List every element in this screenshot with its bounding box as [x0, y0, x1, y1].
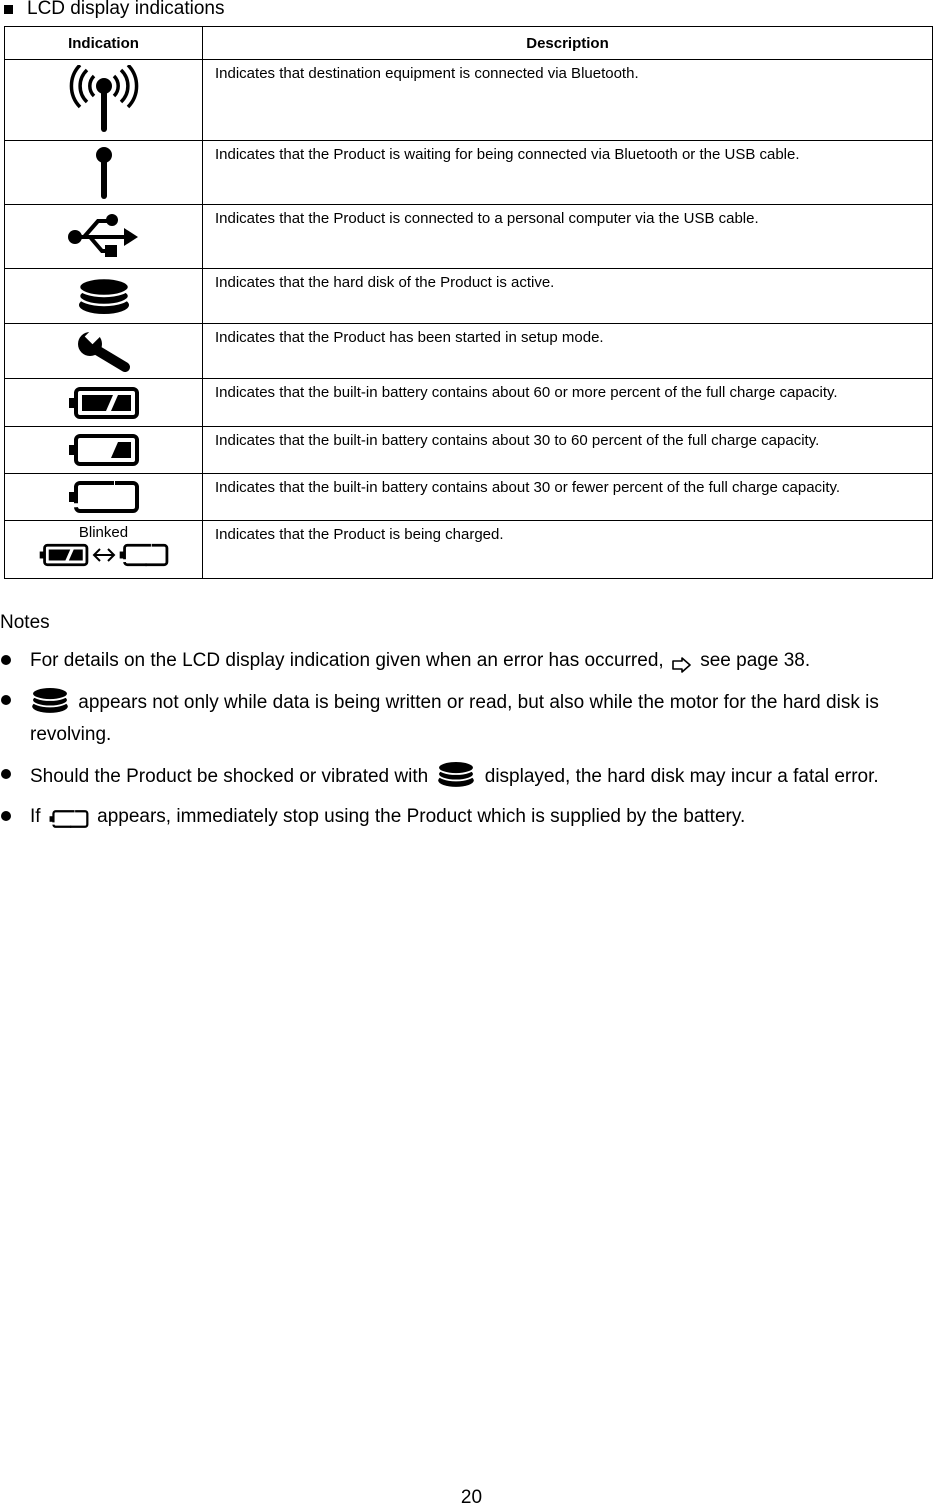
hard-disk-icon: [76, 275, 132, 317]
table-row: [5, 521, 933, 579]
page-number: 20: [460, 1487, 483, 1508]
bullet-icon: [1, 769, 11, 779]
wrench-icon: [75, 330, 133, 372]
battery-full-icon: [39, 543, 89, 567]
section-heading: [0, 0, 225, 20]
usb-icon: [68, 209, 140, 265]
row-description: Indicates that the Product is connected to a personal computer via the USB cable.: [203, 205, 933, 269]
list-item: If appears, immediately stop using the Product which is supplied by the battery.: [0, 801, 943, 833]
row-description: Indicates that the Product is waiting for being connected via Bluetooth or the USB cable.: [203, 141, 933, 205]
table-row: [5, 60, 933, 141]
list-item: Should the Product be shocked or vibrated with displayed, the hard disk may incur a fatal error.: [0, 759, 943, 793]
bullet-icon: [1, 655, 11, 665]
blinked-label: Blinked: [78, 524, 129, 541]
hard-disk-icon: [30, 685, 70, 715]
battery-charging-blink-icon: [5, 543, 202, 567]
row-description: Indicates that the hard disk of the Product is active.: [203, 269, 933, 324]
header-indication: Indication: [5, 27, 203, 60]
bluetooth-connected-icon: [69, 65, 139, 135]
double-arrow-icon: [91, 547, 117, 563]
list-item: For details on the LCD display indication given when an error has occurred, see page 38.: [0, 645, 943, 677]
table-row: [5, 379, 933, 427]
battery-half-icon: [68, 433, 140, 467]
lcd-indications-table: [4, 26, 933, 579]
bullet-icon: [1, 695, 11, 705]
row-description: Indicates that the built-in battery contains about 30 to 60 percent of the full charge capacity.: [203, 427, 933, 474]
battery-empty-icon: [68, 480, 140, 514]
header-description: Description: [203, 27, 933, 60]
table-row: [5, 324, 933, 379]
table-row: [5, 205, 933, 269]
bullet-icon: [1, 811, 11, 821]
table-row: [5, 427, 933, 474]
row-description: Indicates that the built-in battery contains about 30 or fewer percent of the full charge capacity.: [203, 474, 933, 521]
square-bullet-icon: [4, 5, 13, 14]
arrow-right-icon: [672, 657, 692, 673]
table-header-row: [5, 27, 933, 60]
row-description: Indicates that destination equipment is connected via Bluetooth.: [203, 60, 933, 141]
table-row: [5, 474, 933, 521]
hard-disk-icon: [436, 759, 476, 789]
battery-full-icon: [68, 386, 140, 420]
list-item: appears not only while data is being written or read, but also while the motor for the hard disk is revolving.: [0, 685, 943, 751]
battery-empty-icon: [119, 543, 169, 567]
notes-title: Notes: [0, 612, 50, 633]
notes-list: [0, 645, 943, 833]
table-row: [5, 269, 933, 324]
battery-empty-icon: [49, 809, 89, 829]
waiting-icon: [94, 145, 114, 201]
table-row: [5, 141, 933, 205]
row-description: Indicates that the built-in battery contains about 60 or more percent of the full charge capacity.: [203, 379, 933, 427]
section-title: LCD display indications: [27, 0, 225, 19]
row-description: Indicates that the Product is being charged.: [203, 521, 933, 579]
row-description: Indicates that the Product has been started in setup mode.: [203, 324, 933, 379]
